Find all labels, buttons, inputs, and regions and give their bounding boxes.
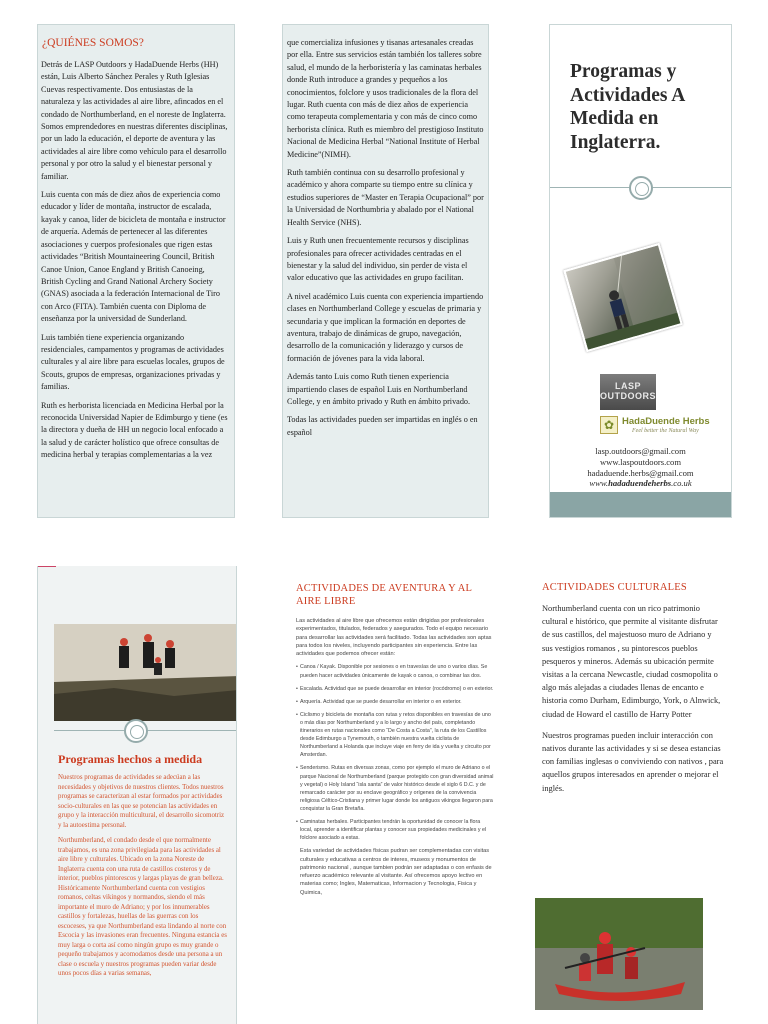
email-hada[interactable]: hadaduende.herbs@gmail.com	[587, 467, 694, 478]
paragraph: Además tanto Luis como Ruth tienen experiencia impartiendo clases de español Luis en Northumberland College, y en ámbito privado y Ruth en ámbito privado.	[287, 372, 471, 406]
leaf-icon: ✿	[600, 416, 618, 434]
paragraph: Northumberland, el condado desde el que normalmente trabajamos, es una zona privilegiada para las actividades al aire libre y culturales. Ubicado en la zona Noreste de Inglaterra cuenta con una ruta de castillos costeros y de interior, pueblos pintorescos y largas playas de gran belleza. Históricamente Northumberland cuenta con vestigios romanos, celtas vikingos y normandos, siendo el más importante el muro de Adriano; y por los innumerables castillos y fortalezas, huellas de las guerras con los escoceses, ya que Northumberland esta lindando al norte con Escocia y las invasiones eran frecuentes. Ninguna estancia es muy larga o corta así como ningún grupo es muy grande o pequeño trabajamos y acomodamos desde una persona a un clase o escuela y nuestros programas pueden variar desde unos pocos días a varias semanas,	[58, 837, 227, 977]
paragraph: Luis cuenta con más de diez años de experiencia como educador y líder de montaña, instructor de escalada, kayak y canoa, líder de bicicleta de montaña e instructor de arquería. Además de pertenecer al las diferentes asociaciones y cuerpos profesionales que rigen estas actividades “British Mountaineering Council, British Canoe Union, Canoe England y British Canoeing, British Cycling and Grand National Archery Society (GNAS) asociada a la federación Internacional de Tiro con Arco (FITA). También cuenta con Diploma de enseñanza por la universidad de Sunderland.	[41, 190, 226, 324]
intro-paragraph: Las actividades al aire libre que ofrecemos están dirigidas por profesionales experimentados, titulados, federados y asegurados. Todo el equipo necesario para desarrollar las actividades será facilitado. Todas las actividades son aptas para todos los niveles, incluyendo participantes sin experiencia. Entre las actividades que podemos ofrecer están:	[296, 618, 492, 658]
climbers-group-figure-icon	[54, 624, 237, 721]
web-lasp[interactable]: www.laspoutdoors.com	[599, 456, 682, 467]
paragraph: Northumberland cuenta con un rico patrimonio cultural e histórico, que permite al visitante disfrutar de sus castillos, del majestuoso muro de Adriano y sus vestigios romanos , su pintorescos pueblos pesqueros y mineros. Además su ubicación permite visitas a la cercana Newcastle, ciudad cosmopolita o algo más alejadas a ciudades llenas de encanto e historia como Durham, Edimburgo, York, o Alnwick, ciudad de Howard el castillo de Harry Potter	[542, 604, 721, 719]
cover-title: Programas y Actividades A Medida en Inglaterra.	[570, 61, 685, 153]
list-item: • Arquería. Actividad que se puede desarrollar en interior o en exterior.	[296, 698, 494, 706]
rafting-photo	[535, 898, 703, 1010]
paragraph: Luis y Ruth unen frecuentemente recursos y disciplinas profesionales para ofrecer actividades centradas en el bienestar y la salud del individuo, sin perder de vista el valor educativo que las actividades en grupo facilitan.	[287, 236, 469, 283]
ring-ornament-icon	[629, 176, 653, 200]
ring-ornament-icon	[124, 719, 148, 743]
section-body	[296, 617, 494, 897]
panel-cover	[549, 24, 732, 518]
canoe-group-figure-icon	[535, 898, 703, 1010]
section-heading: ACTIVIDADES DE AVENTURA Y AL AIRE LIBRE	[296, 583, 472, 607]
panel-programas	[37, 566, 237, 1024]
section-heading: ¿QUIÉNES SOMOS?	[42, 37, 144, 49]
list-item: • Ciclismo y bicicleta de montaña con rutas y retos disponibles en travesías de uno o más días por Northumberland y a lo largo y ancho del país, completando itinerarios en rutas nacionales como “De Costa a Costa”, la ruta de los Castillos desde Edimburgo a Tynemouth, o también nuestra vuelta ciclista de Northumberland a Holanda que incluye viaje en ferry de ida y vuelta y circuito por Amsterdan.	[296, 711, 494, 760]
list-item: • Canoa / Kayak. Disponible por sesiones o en travesías de uno o varios días. Se pueden hacer actividades únicamente de kayak o canoa, o combinar las dos.	[296, 663, 494, 679]
list-item: • Caminatas herbales. Participantes tendrán la oportunidad de conocer la flora local, aprender a identificar plantas y conocer sus propiedades medicinales y el folclore asociado a estas.	[296, 818, 494, 842]
section-body	[58, 773, 228, 985]
list-item: • Senderismo. Rutas en diversas zonas, como por ejemplo el muro de Adriano o el parque Nacional de Northumberland (parque protegido con gran diversidad animal y vegetal) o Holy Island “isla santa” de valor histórico desde el siglo 6 D.C. y de remarcado carácter por su enclave geográfico y orígenes de la convivencia religiosa Céltico-Cristiana y primer lugar donde los antiguos vikingos llegaron para conquistar la Gran Bretaña.	[296, 764, 494, 813]
activity-list	[296, 663, 494, 842]
paragraph: Todas las actividades pueden ser impartidas en inglés o en español	[287, 415, 478, 437]
paragraph: Detrás de LASP Outdoors y HadaDuende Herbs (HH) están, Luis Alberto Sánchez Perales y Ruth Iglesias Cuevas respectivamente. Dos entusiastas de la naturaleza y las actividades al aire libre, afincados en el condado de Northumberland, en el noreste de Inglaterra. Somos emprendedores en nuestras diferentes disciplinas, por un lado la educación, el deporte de aventura y las actividades al aire libre como vehículo para el desarrollo personal y por otro la salud y el bienestar personal y familiar.	[41, 60, 228, 181]
section-heading: ACTIVIDADES CULTURALES	[542, 582, 687, 593]
cover-footer-bar	[550, 492, 731, 517]
hada-logo-tagline: Feel better the Natural Way	[632, 428, 699, 434]
email-lasp[interactable]: lasp.outdoors@gmail.com	[595, 446, 686, 456]
paragraph: A nivel académico Luis cuenta con experiencia impartiendo clases en Northumberland College y escuelas de primaria y secundaria y que implican la formación en deportes de aventura, trabajo de dinámicas de grupo, navegación, desarrollo de la comunicación y liderazgo y cursos de formación de jóvenes para la vida laboral.	[287, 291, 484, 363]
hadaduende-herbs-logo	[600, 415, 720, 439]
paragraph: Nuestros programas de actividades se adecúan a las necesidades y objetivos de nuestros clientes. Todos nuestros programas se caracterizan al estar formados por actividades socio-culturales en las que se potencian las actividades en grupo y la interacción multicultural, el desarrollo sicomotriz y la autoestima personal.	[58, 774, 225, 829]
paragraph: que comercializa infusiones y tisanas artesanales creadas por ella. Entre sus servicios están también los talleres sobre salud, el mundo de la herboristería y las caminatas herbales donde Ruth introduce a grandes y pequeños a los conocimientos, folclore y usos tradicionales de la flora del lugar. Ruth cuenta con más de diez años de experiencia como terapeuta complementaria y con más de cinco como herborista clínica. Ruth es miembro del prestigioso Instituto Nacional de Medicina Herbal “National Institute of Herbal Medicine”(NIMH).	[287, 38, 484, 159]
web-hada[interactable]: www.hadaduendeherbs.co.uk	[589, 478, 692, 489]
list-item: • Escalada. Actividad que se puede desarrollar en interior (rocódromo) o en exterior.	[296, 685, 494, 693]
paragraph: Ruth también continua con su desarrollo profesional y académico y ahora comparte su tiempo entre su clínica y estudios superiores de “Master en Terapia Ocupacional” por la Universidad de Northumbria y abalado por el National Health Service (NHS).	[287, 168, 484, 227]
group-photo	[54, 624, 237, 721]
accent-line	[38, 566, 56, 567]
climbing-photo	[563, 243, 683, 352]
paragraph: Luis también tiene experiencia organizando residenciales, campamentos y programas de actividades culturales y al aire libre para escuelas locales, grupos de Scouts, grupos de empresas, organizaciones privadas y familias.	[41, 332, 225, 392]
paragraph: Nuestros programas pueden incluir interacción con nativos durante las actividades y si se desea estancias con familias inglesas o conviviendo con nativos , para aquellos grupos interesados en aprender o mejorar el inglés.	[542, 730, 724, 793]
section-heading: Programas hechos a medida	[58, 752, 203, 766]
hada-logo-name: HadaDuende Herbs	[622, 416, 710, 427]
panel-culturales	[535, 566, 735, 1024]
panel-aventura	[282, 566, 498, 1024]
paragraph: Ruth es herborista licenciada en Medicina Herbal por la reconocida Universidad Napier de Edimburgo y tiene (es la directora y dueña de HH un negocio local enfocado a la salud y de carácter holístico que ofrece consultas de medicina herbal y terapias complementarias a la vez	[41, 400, 228, 460]
contact-block	[550, 446, 731, 489]
panel-quienes-somos	[37, 24, 235, 518]
outro-paragraph: Esta variedad de actividades físicas pudran ser complementadas con visitas culturales y educativas a centros de interes, museos y monumentos de patrimonio nacional , aunque tambien podrán ser adaptadas o con enfasis de refuerzo académico relevante al visitante. Así ofrecemos apoyo lectivo en materias como; Ingles, Matematicas, Informacion y Tecnologia, Fisica y Quimica,	[300, 848, 492, 896]
lasp-outdoors-logo: LASP OUTDOORS	[600, 374, 656, 410]
section-body	[542, 602, 724, 803]
panel-continuation	[282, 24, 489, 518]
climber-figure-icon	[566, 244, 683, 352]
